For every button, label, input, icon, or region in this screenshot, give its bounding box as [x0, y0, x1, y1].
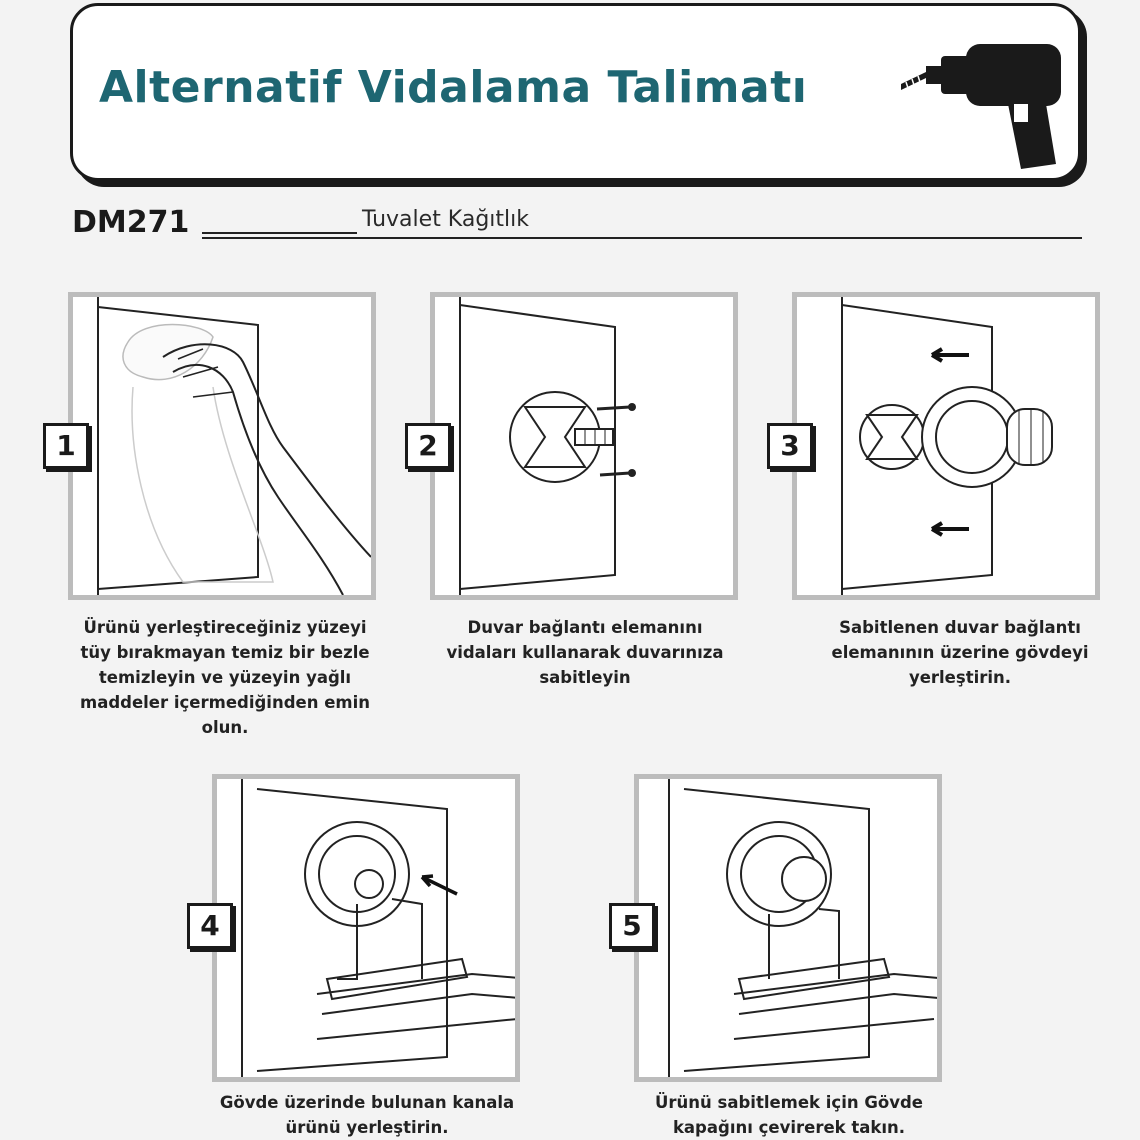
step-1-illustration — [68, 292, 376, 600]
divider-line — [202, 232, 357, 234]
step-2-illustration — [430, 292, 738, 600]
step-5-illustration — [634, 774, 942, 1082]
step-1-caption: Ürünü yerleştireceğiniz yüzeyi tüy bırakmayan temiz bir bezle temizleyin ve yüzeyin yağlı maddeler içermediğinden emin olun. — [80, 618, 370, 737]
product-name: Tuvalet Kağıtlık — [362, 207, 529, 232]
hand-wiping-illustration — [73, 297, 371, 595]
product-code: DM271 — [72, 205, 190, 240]
cap-fastening-illustration — [639, 779, 937, 1077]
step-number: 1 — [43, 423, 89, 469]
step-number: 2 — [405, 423, 451, 469]
holder-insertion-illustration — [217, 779, 515, 1077]
step-2-caption: Duvar bağlantı elemanını vidaları kullanarak duvarınıza sabitleyin — [446, 618, 724, 687]
drill-icon — [896, 24, 1086, 174]
product-row — [72, 205, 1082, 245]
step-4-illustration — [212, 774, 520, 1082]
step-number: 3 — [767, 423, 813, 469]
step-3-illustration — [792, 292, 1100, 600]
step-number: 5 — [609, 903, 655, 949]
step-number: 4 — [187, 903, 233, 949]
page-title: Alternatif Vidalama Talimatı — [99, 62, 808, 113]
step-3-caption: Sabitlenen duvar bağlantı elemanının üzerine gövdeyi yerleştirin. — [831, 618, 1089, 687]
title-box — [70, 3, 1081, 181]
step-5-caption: Ürünü sabitlemek için Gövde kapağını çevirerek takın. — [655, 1093, 923, 1137]
body-placement-illustration — [797, 297, 1095, 595]
step-4-caption: Gövde üzerinde bulunan kanala ürünü yerleştirin. — [219, 1093, 515, 1137]
wall-mount-screws-illustration — [435, 297, 733, 595]
divider-line — [202, 237, 1082, 239]
